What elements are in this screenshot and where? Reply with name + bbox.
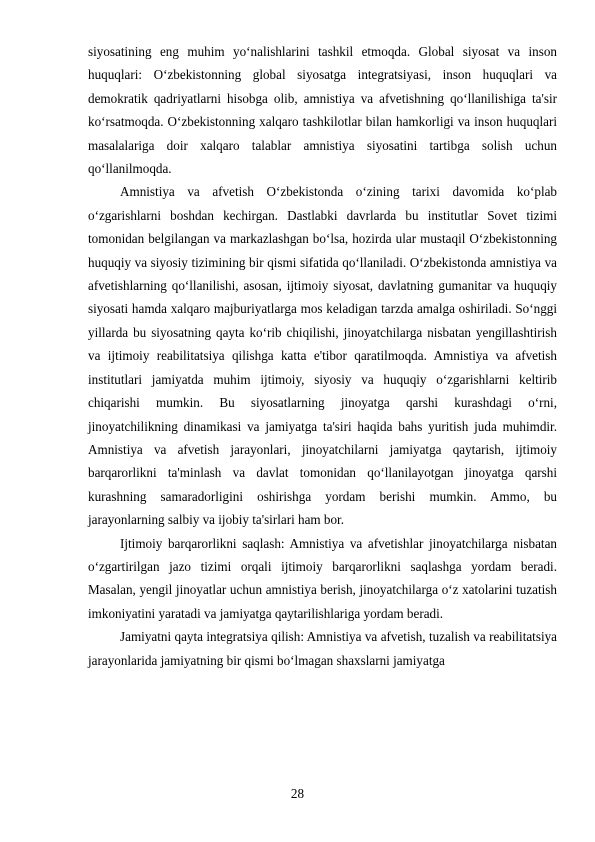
paragraph-social-stability: Ijtimoiy barqarorlikni saqlash: Amnistiya va afvetishlar jinoyatchilarga nisbatan o‘zgartirilgan jazo tizimi orqali ijtimoiy barqarorlikni saqlashga yordam beradi. Masalan, yengil jinoyatlar uchun amnistiya berish, jinoyatchilarga o‘z xatolarini tuzatish imkoniyatini yaratadi va jamiyatga qaytarilishlariga yordam beradi. — [88, 535, 557, 621]
paragraph-reintegration: Jamiyatni qayta integratsiya qilish: Amnistiya va afvetish, tuzalish va reabilitatsiya jarayonlarida jamiyatning bir qismi bo‘lmagan shaxslarni jamiyatga — [88, 629, 557, 668]
paragraph-continuation: siyosatining eng muhim yo‘nalishlarini tashkil etmoqda. Global siyosat va inson huquqlari: O‘zbekistonning global siyosatga integratsiyasi, inson huquqlari va demokratik qadriyatlarni hisobga olib, amnistiya va afvetishning qo‘llanilishiga ta'sir ko‘rsatmoqda. O‘zbekistonning xalqaro tashkilotlar bilan hamkorligi va inson huquqlari masalalariga doir xalqaro talablar amnistiya siyosatini tartibga solish uchun qo‘llanilmoqda. — [88, 44, 557, 177]
page-number: 28 — [290, 786, 305, 801]
body-text — [88, 40, 557, 672]
paragraph-history: Amnistiya va afvetish O‘zbekistonda o‘zining tarixi davomida ko‘plab o‘zgarishlarni boshdan kechirgan. Dastlabki davrlarda bu institutlar Sovet tizimi tomonidan belgilangan va markazlashgan bo‘lsa, hozirda ular mustaqil O‘zbekistonning huquqiy va siyosiy tizimining bir qismi sifatida qo‘llaniladi. O‘zbekistonda amnistiya va afvetishlarning qo‘llanilishi, asosan, ijtimoiy siyosat, davlatning gumanitar va huquqiy siyosati hamda xalqaro majburiyatlarga mos keladigan tarzda amalga oshiriladi. So‘nggi yillarda bu siyosatning qayta ko‘rib chiqilishi, jinoyatchilarga nisbatan yengillashtirish va ijtimoiy reabilitatsiya qilishga katta e'tibor qaratilmoqda. Amnistiya va afvetish institutlari jamiyatda muhim ijtimoiy, siyosiy va huquqiy o‘zgarishlarni keltirib chiqarishi mumkin. Bu siyosatlarning jinoyatga qarshi kurashdagi o‘rni, jinoyatchilikning dinamikasi va jamiyatga ta'siri haqida bahs yuritish juda muhimdir. Amnistiya va afvetish jarayonlari, jinoyatchilarni jamiyatga qaytarish, ijtimoiy barqarorlikni ta'minlash va davlat tomonidan qo‘llanilayotgan jinoyatga qarshi kurashning samaradorligini oshirishga yordam berishi mumkin. Ammo, bu jarayonlarning salbiy va ijobiy ta'sirlari ham bor. — [88, 184, 557, 528]
